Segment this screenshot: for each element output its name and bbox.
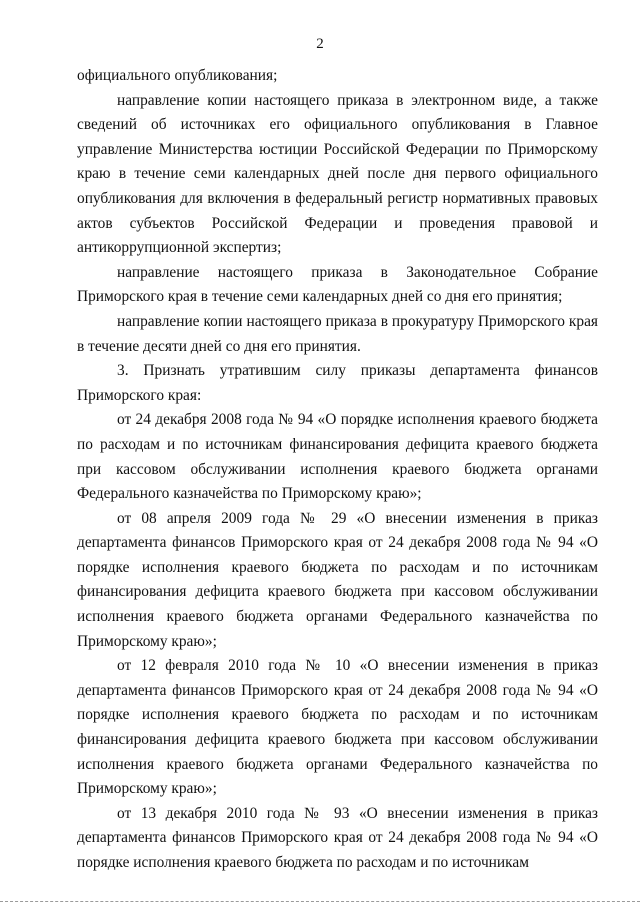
page-number: 2 [316,36,324,52]
document-body [77,64,598,876]
paragraph-send-legislative-assembly: направление настоящего приказа в Законодательное Собрание Приморского края в течение семи календарных дней со дня его принятия; [77,263,598,306]
paragraph-send-prosecutor: направление копии настоящего приказа в прокуратуру Приморского края в течение десяти дней со дня его принятия. [77,312,598,355]
scan-edge-line [0,901,640,902]
paragraph-item-3-repeal: 3. Признать утратившим силу приказы департамента финансов Приморского края: [77,362,598,404]
paragraph-order-2008-94: от 24 декабря 2008 года № 94 «О порядке исполнения краевого бюджета по расходам и по источникам финансирования дефицита краевого бюджета при кассовом обслуживании исполнения краевого бюджета органами Федерального казначейства по Приморскому краю»; [77,411,598,503]
paragraph-order-2010-93: от 13 декабря 2010 года № 93 «О внесении изменения в приказ департамента финансов Приморского края от 24 декабря 2008 года № 94 «О порядке исполнения краевого бюджета по расходам и по источникам [77,804,598,871]
paragraph-order-2009-29: от 08 апреля 2009 года № 29 «О внесении изменения в приказ департамента финансов Приморского края от 24 декабря 2008 года № 94 «О порядке исполнения краевого бюджета по расходам и по источникам финансирования дефицита краевого бюджета при кассовом обслуживании исполнения краевого бюджета органами Федерального казначейства по Приморскому краю»; [77,509,598,650]
paragraph-continuation: официального опубликования; [77,67,278,84]
paragraph-send-electronic-copy: направление копии настоящего приказа в электронном виде, а также сведений об источниках его официального опубликования в Главное управление Министерства юстиции Российской Федерации по Приморскому краю в течение семи календарных дней после дня первого официального опубликования для включения в федеральный регистр нормативных правовых актов субъектов Российской Федерации и проведения правовой и антикоррупционной экспертиз; [77,91,598,257]
paragraph-order-2010-10: от 12 февраля 2010 года № 10 «О внесении изменения в приказ департамента финансов Приморского края от 24 декабря 2008 года № 94 «О порядке исполнения краевого бюджета по расходам и по источникам финансирования дефицита краевого бюджета при кассовом обслуживании исполнения краевого бюджета органами Федерального казначейства по Приморскому краю»; [77,657,598,798]
